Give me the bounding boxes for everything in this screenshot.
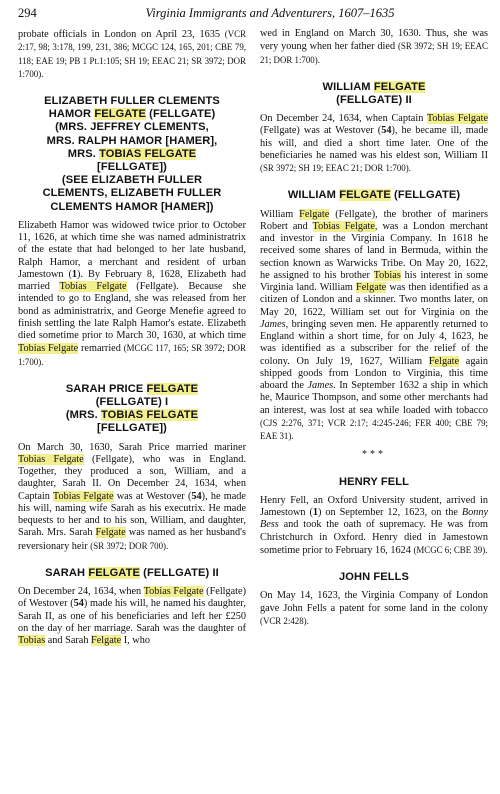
entry-body-henry-fell: Henry Fell, an Oxford University student, arrived in Jamestown (1) on September 12, 1623, on the Bonny Bess and took the oath of supremacy. He was from Christchurch in Oxford. Henry died in Jamestown sometime prior to February 16, 1624 (MCGC 6; CBE 39).: [260, 494, 488, 556]
highlight: Tobias: [18, 635, 46, 647]
entry-body-william-felgate-ii: On December 24, 1634, when Captain Tobias Felgate (Fellgate) was at Westover (54), he became ill, made his will, and died a short time later. One of the beneficiaries he named was his eldest son, William II (SR 3972; SH 19; EEAC 21; DOR 1:700).: [260, 113, 488, 174]
entry-heading-william-felgate: WILLIAM FELGATE (FELLGATE): [287, 189, 461, 202]
highlight: FELGATE: [339, 189, 391, 202]
entry-body-sarah-felgate-ii: On December 24, 1634, when Tobias Felgate (Fellgate) of Westover (54) made his will, he named his daughter, Sarah II, as one of his beneficiaries and left her £250 on the day of her marriage. Sarah was the daughter of Tobias and Sarah Felgate I, who: [18, 586, 246, 647]
page-number: 294: [18, 6, 37, 20]
entry-body-william-felgate: William Felgate (Fellgate), the brother of mariners Robert and Tobias Felgate, was a London merchant and investor in the Virginia Company. In 1618 he received some shares of land in Bermuda, within the section known as Warwicks Tribe. On May 20, 1622, he assigned to his brother Tobias his interest in some Virginia land. William Felgate was then identified as a citizen of London and a skinner. Two months later, on May 20, 1622, William set out for Virginia on the James, bringing seven men. He apparently returned to England within a short time, for on July 4, 1623, he was identified as a subscriber for the relief of the colony. On July 19, 1627, William Felgate again shipped goods from London to Virginia, this time aboard the James. In September 1632 a ship in which he, Maurice Thompson, and some other merchants had an interest, was lost at sea while loaded with tobacco (CJS 2:276, 371; VCR 2:17; 4:245-246; FER 400; CBE 79; EAE 31).: [260, 208, 488, 442]
right-column: [260, 28, 488, 630]
continued-entry: wed in England on March 30, 1630. Thus, she was very young when her father died (SR 3972; SH 19; EEAC 21; DOR 1:700).: [260, 28, 488, 65]
citation: (CJS 2:276, 371; VCR 2:17; 4:245-246; FER 400; CBE 79; EAE 31).: [260, 417, 488, 442]
left-column: [18, 28, 246, 649]
highlight: Felgate: [95, 527, 126, 539]
entry-body-elizabeth-felgate: Elizabeth Hamor was widowed twice prior to October 11, 1626, at which time she was named administratrix of the estate that had belonged to her late husband, Ralph Hamor, a merchant and resident of urban Jamestown (1). By February 8, 1628, Elizabeth had married Tobias Felgate (Fellgate). Because she intended to go to England, she was released from her bond as administratrix, and George Menefie agreed to finish settling the late Ralph Hamor's estate. Elizabeth died sometime prior to March 30, 1630, at which time Tobias Felgate remarried (MCGC 117, 165; SR 3972; DOR 1:700).: [18, 219, 247, 367]
citation: (VCR 2:428).: [260, 615, 309, 626]
highlight: Felgate: [299, 208, 330, 220]
entry-heading-john-fells: JOHN FELLS: [338, 571, 410, 584]
highlight: FELGATE: [146, 382, 199, 395]
highlight: FELGATE: [88, 566, 140, 579]
highlight: Felgate: [356, 282, 387, 294]
highlight: Tobias Felgate: [312, 220, 375, 232]
continued-entry: probate officials in London on April 23, 1635 (VCR 2:17, 98; 3:178, 199, 231, 386; MCGC 124, 165, 201; CBE 79, 118; EAE 19; PB 1 Pt.1:105; SH 19; EEAC 21; SR 3972; DOR 1:700).: [18, 29, 246, 79]
section-separator: ***: [362, 449, 386, 461]
highlight: Tobias Felgate: [143, 586, 204, 598]
highlight: FELGATE: [94, 108, 146, 121]
highlight: Tobias Felgate: [18, 343, 79, 355]
running-header: [18, 6, 482, 22]
highlight: Tobias: [373, 269, 401, 281]
entry-heading-elizabeth-felgate: ELIZABETH FULLER CLEMENTS HAMOR FELGATE (FELLGATE) (MRS. JEFFREY CLEMENTS, MRS. RALPH HAMOR [HAMER], MRS. TOBIAS FELGATE [FELLGATE]) (SEE ELIZABETH FULLER CLEMENTS, ELIZABETH FULLER CLEMENTS HAMOR [HAMER]): [42, 95, 222, 213]
highlight: Tobias Felgate: [426, 113, 488, 125]
highlight: TOBIAS FELGATE: [99, 147, 197, 160]
highlight: TOBIAS FELGATE: [100, 409, 199, 422]
citation: (MCGC 6; CBE 39).: [413, 544, 488, 555]
entry-heading-sarah-felgate-i: SARAH PRICE FELGATE (FELLGATE) I (MRS. TOBIAS FELGATE [FELLGATE]): [65, 382, 199, 435]
entry-heading-henry-fell: HENRY FELL: [338, 475, 410, 488]
highlight: Tobias Felgate: [18, 453, 84, 465]
citation: (SR 3972; SH 19; EEAC 21; DOR 1:700).: [260, 41, 488, 65]
entry-body-john-fells: On May 14, 1623, the Virginia Company of London gave John Fells a patent for some land in the colony (VCR 2:428).: [260, 590, 488, 626]
highlight: Tobias Felgate: [52, 490, 114, 502]
entry-heading-william-felgate-ii: WILLIAM FELGATE (FELLGATE) II: [322, 80, 426, 106]
citation: (SR 3972; SH 19; EEAC 21; DOR 1:700).: [260, 163, 411, 174]
entry-body-sarah-felgate-i: On March 30, 1630, Sarah Price married mariner Tobias Felgate (Fellgate), who was in England. Together, they produced a son, William, and a daughter, Sarah II. On December 24, 1634, when Captain Tobias Felgate was at Westover (54), he made his will, naming wife Sarah as his executrix. He made bequests to her and to his son, William, and daughter, Sarah. Mrs. Sarah Felgate was named as her husband's reversionary heir (SR 3972; DOR 700).: [18, 441, 246, 552]
entry-heading-sarah-felgate-ii: SARAH FELGATE (FELLGATE) II: [45, 566, 219, 579]
highlight: FELGATE: [373, 80, 426, 93]
citation: (MCGC 117, 165; SR 3972; DOR 1:700).: [18, 343, 246, 367]
highlight: Tobias Felgate: [59, 281, 127, 293]
highlight: Felgate: [91, 635, 122, 647]
citation: (SR 3972; DOR 700).: [90, 540, 169, 551]
citation: (VCR 2:17, 98; 3:178, 199, 231, 386; MCGC 124, 165, 201; CBE 79, 118; EAE 19; PB 1 Pt.1:105; SH 19; EEAC 21; SR 3972; DOR 1:700).: [18, 29, 246, 79]
running-title: Virginia Immigrants and Adventurers, 1607–1635: [145, 6, 395, 20]
highlight: Felgate: [428, 355, 460, 367]
